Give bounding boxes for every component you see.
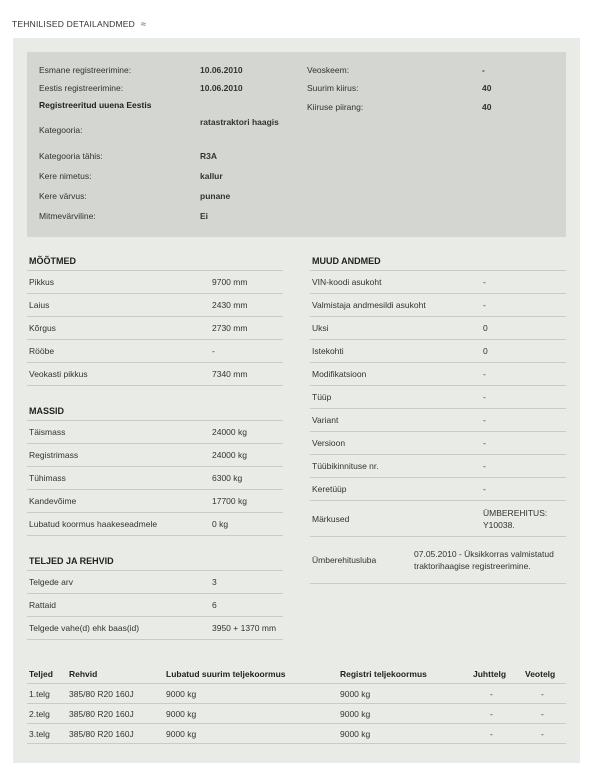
row-label: Ümberehitusluba: [312, 555, 377, 565]
dimension-row: [27, 363, 283, 386]
table-cell: 9000 kg: [340, 689, 371, 699]
row-label: Laius: [29, 300, 50, 310]
reg-value: 40: [482, 102, 492, 112]
other-row: [310, 294, 566, 317]
reg-value: R3A: [200, 151, 218, 161]
row-label: Keretüüp: [312, 484, 347, 494]
row-value: 2730 mm: [212, 323, 248, 333]
other-row: [310, 271, 566, 294]
table-cell: 9000 kg: [166, 729, 197, 739]
row-value: -: [483, 484, 486, 494]
row-value: 3950 + 1370 mm: [212, 623, 277, 633]
table-cell: 9000 kg: [166, 709, 197, 719]
mass-row: [27, 421, 283, 444]
reg-label: Kategooria:: [39, 125, 83, 135]
row-label: Veokasti pikkus: [29, 369, 88, 379]
reg-value: kallur: [200, 171, 223, 181]
row-value: -: [483, 438, 486, 448]
dimension-row: [27, 294, 283, 317]
mass-row: [27, 513, 283, 536]
other-row: [310, 340, 566, 363]
other-row-rebuild-permit: [310, 537, 566, 584]
row-value: 7340 mm: [212, 369, 248, 379]
row-label: Telgede vahe(d) ehk baas(id): [29, 623, 140, 633]
table-cell: 3.telg: [29, 729, 50, 739]
row-value: -: [483, 369, 486, 379]
row-value: ÜMBEREHITUS: Y10038.: [483, 507, 548, 530]
row-label: Kõrgus: [29, 323, 56, 333]
table-cell: -: [541, 709, 544, 719]
row-value: 0: [483, 346, 488, 356]
row-label: Tüüp: [312, 392, 332, 402]
reg-value: punane: [200, 191, 231, 201]
table-row: [27, 724, 566, 744]
table-cell: 1.telg: [29, 689, 50, 699]
table-row: [27, 704, 566, 724]
reg-label: Mitmevärviline:: [39, 211, 96, 221]
reg-label-registered-new: Registreeritud uuena Eestis: [39, 100, 152, 110]
other-row: [310, 386, 566, 409]
table-cell: -: [541, 689, 544, 699]
table-header-row: [27, 664, 566, 684]
row-value: -: [212, 346, 215, 356]
row-value: 6: [212, 600, 217, 610]
collapse-chevron-icon[interactable]: ≈: [141, 18, 146, 29]
reg-label: Kiiruse piirang:: [307, 102, 364, 112]
table-cell: 9000 kg: [340, 729, 371, 739]
reg-value: 40: [482, 83, 492, 93]
mass-row: [27, 444, 283, 467]
table-cell: -: [490, 709, 493, 719]
table-cell: 385/80 R20 160J: [69, 709, 134, 719]
other-row: [310, 478, 566, 501]
row-label: Modifikatsioon: [312, 369, 367, 379]
reg-value: 10.06.2010: [200, 65, 243, 75]
column-header: Juhttelg: [473, 669, 507, 679]
table-cell: 9000 kg: [340, 709, 371, 719]
reg-label: Kere värvus:: [39, 191, 87, 201]
reg-value: 10.06.2010: [200, 83, 243, 93]
row-value: 24000 kg: [212, 450, 247, 460]
row-label: Täismass: [29, 427, 66, 437]
axles-tires-title: TELJED JA REHVID: [29, 556, 114, 566]
other-row: [310, 455, 566, 478]
table-cell: 9000 kg: [166, 689, 197, 699]
section-title: TEHNILISED DETAILANDMED: [12, 19, 135, 29]
table-cell: 2.telg: [29, 709, 50, 719]
registration-box: [27, 52, 566, 237]
reg-value: -: [482, 65, 485, 75]
row-value: 9700 mm: [212, 277, 248, 287]
other-row: [310, 432, 566, 455]
dimension-row: [27, 340, 283, 363]
row-label: Tüübikinnituse nr.: [312, 461, 379, 471]
other-row: [310, 317, 566, 340]
row-value: -: [483, 461, 486, 471]
row-label: Rööbe: [29, 346, 55, 356]
details-panel: [13, 38, 580, 763]
table-cell: 385/80 R20 160J: [69, 689, 134, 699]
other-data-title: MUUD ANDMED: [312, 256, 381, 266]
row-value: 07.05.2010 - Üksikkorras valmistatud traktorihaagise registreerimine.: [414, 549, 554, 571]
row-label: Versioon: [312, 438, 346, 448]
dimension-row: [27, 271, 283, 294]
row-label: Lubatud koormus haakeseadmele: [29, 519, 158, 529]
reg-label: Suurim kiirus:: [307, 83, 359, 93]
row-value: 0 kg: [212, 519, 229, 529]
row-label: Rattaid: [29, 600, 56, 610]
row-label: Valmistaja andmesildi asukoht: [312, 300, 426, 310]
row-label: Istekohti: [312, 346, 344, 356]
row-label: Märkused: [312, 513, 350, 524]
reg-label: Kere nimetus:: [39, 171, 92, 181]
table-cell: 385/80 R20 160J: [69, 729, 134, 739]
column-header: Lubatud suurim teljekoormus: [166, 669, 286, 679]
row-value: 24000 kg: [212, 427, 247, 437]
other-row-remarks: [310, 501, 566, 537]
column-header: Registri teljekoormus: [340, 669, 427, 679]
row-label: Telgede arv: [29, 577, 73, 587]
row-label: Uksi: [312, 323, 329, 333]
row-label: Pikkus: [29, 277, 55, 287]
row-value: 0: [483, 323, 488, 333]
row-label: Registrimass: [29, 450, 79, 460]
section-header[interactable]: [12, 17, 146, 31]
row-value: 17700 kg: [212, 496, 247, 506]
reg-label: Esmane registreerimine:: [39, 65, 132, 75]
row-value: -: [483, 415, 486, 425]
row-value: 3: [212, 577, 217, 587]
reg-value: ratastraktori haagis: [200, 117, 279, 127]
row-label: Tühimass: [29, 473, 66, 483]
row-label: Kandevõime: [29, 496, 77, 506]
reg-label: Veoskeem:: [307, 65, 350, 75]
column-header: Rehvid: [69, 669, 98, 679]
masses-title: MASSID: [29, 406, 65, 416]
table-cell: -: [490, 729, 493, 739]
row-value: -: [483, 277, 486, 287]
column-header: Teljed: [29, 669, 53, 679]
table-cell: -: [490, 689, 493, 699]
row-value: -: [483, 392, 486, 402]
table-cell: -: [541, 729, 544, 739]
row-value: 6300 kg: [212, 473, 243, 483]
dimension-row: [27, 317, 283, 340]
row-value: -: [483, 300, 486, 310]
table-row: [27, 684, 566, 704]
mass-row: [27, 490, 283, 513]
reg-label: Eestis registreerimine:: [39, 83, 124, 93]
other-row: [310, 363, 566, 386]
other-row: [310, 409, 566, 432]
axle-info-row: [27, 617, 283, 640]
reg-value: Ei: [200, 211, 209, 221]
row-label: Variant: [312, 415, 339, 425]
column-header: Veotelg: [525, 669, 556, 679]
row-label: VIN-koodi asukoht: [312, 277, 382, 287]
mass-row: [27, 467, 283, 490]
dimensions-title: MÕÕTMED: [29, 256, 76, 266]
row-value: 2430 mm: [212, 300, 248, 310]
axle-info-row: [27, 571, 283, 594]
reg-label: Kategooria tähis:: [39, 151, 103, 161]
axle-info-row: [27, 594, 283, 617]
